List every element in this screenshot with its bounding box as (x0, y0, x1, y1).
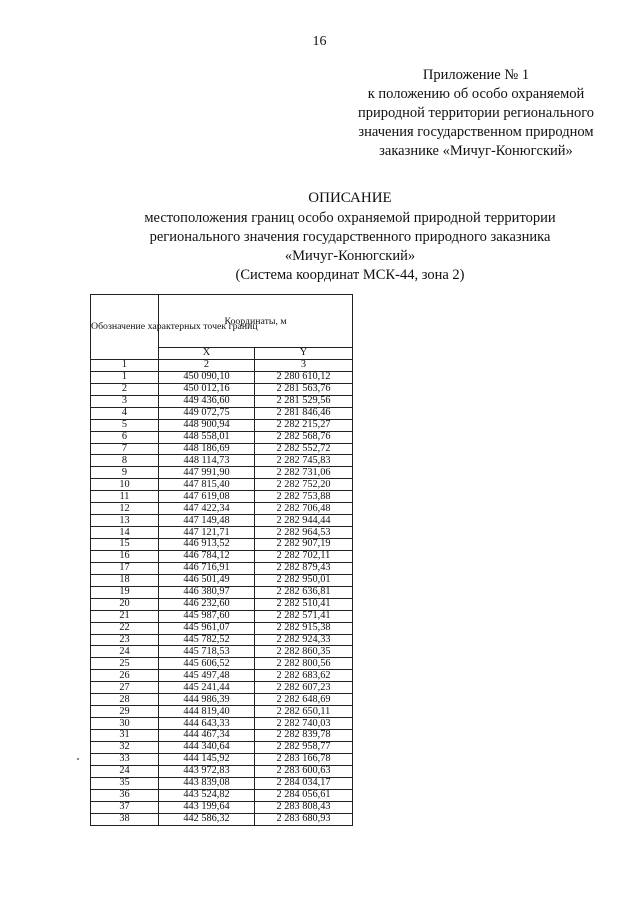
x-coordinate-cell: 445 782,52 (159, 634, 255, 646)
y-coordinate-cell: 2 282 879,43 (255, 562, 353, 574)
table-row (91, 741, 353, 753)
x-coordinate-cell: 445 606,52 (159, 658, 255, 670)
point-number-cell: 13 (91, 515, 159, 527)
header-y: Y (255, 348, 353, 360)
table-row (91, 670, 353, 682)
table-row (91, 467, 353, 479)
x-coordinate-cell: 450 090,10 (159, 371, 255, 383)
y-coordinate-cell: 2 282 568,76 (255, 431, 353, 443)
y-coordinate-cell: 2 282 510,41 (255, 598, 353, 610)
table-row (91, 515, 353, 527)
y-coordinate-cell: 2 282 753,88 (255, 491, 353, 503)
y-coordinate-cell: 2 282 571,41 (255, 610, 353, 622)
point-number-cell: 31 (91, 730, 159, 742)
table-row (91, 574, 353, 586)
y-coordinate-cell: 2 282 636,81 (255, 586, 353, 598)
y-coordinate-cell: 2 282 944,44 (255, 515, 353, 527)
point-number-cell: 16 (91, 550, 159, 562)
x-coordinate-cell: 445 961,07 (159, 622, 255, 634)
table-row (91, 646, 353, 658)
x-coordinate-cell: 444 986,39 (159, 694, 255, 706)
table-row (91, 371, 353, 383)
x-coordinate-cell: 446 716,91 (159, 562, 255, 574)
description-line: (Система координат МСК-44, зона 2) (235, 267, 465, 283)
table-row (91, 419, 353, 431)
x-coordinate-cell: 445 497,48 (159, 670, 255, 682)
x-coordinate-cell: 445 987,60 (159, 610, 255, 622)
y-coordinate-cell: 2 282 958,77 (255, 741, 353, 753)
page-number: 16 (312, 34, 327, 49)
x-coordinate-cell: 446 913,52 (159, 539, 255, 551)
y-coordinate-cell: 2 284 034,17 (255, 777, 353, 789)
table-row (91, 706, 353, 718)
table-row (91, 682, 353, 694)
point-number-cell: 32 (91, 741, 159, 753)
table-body (91, 371, 353, 825)
point-number-cell: 37 (91, 801, 159, 813)
table-row (91, 753, 353, 765)
y-coordinate-cell: 2 281 563,76 (255, 383, 353, 395)
point-number-cell: 25 (91, 658, 159, 670)
table-row (91, 407, 353, 419)
description-line: регионального значения государственного природного заказника (149, 229, 551, 245)
point-number-cell: 26 (91, 670, 159, 682)
point-number-cell: 6 (91, 431, 159, 443)
table-row (91, 539, 353, 551)
column-number: 1 (91, 359, 159, 371)
y-coordinate-cell: 2 283 600,63 (255, 765, 353, 777)
table-row (91, 789, 353, 801)
point-number-cell: 9 (91, 467, 159, 479)
point-number-cell: 23 (91, 634, 159, 646)
x-coordinate-cell: 444 819,40 (159, 706, 255, 718)
y-coordinate-cell: 2 282 215,27 (255, 419, 353, 431)
x-coordinate-cell: 447 422,34 (159, 503, 255, 515)
coordinates-table (90, 294, 353, 826)
point-number-cell: 28 (91, 694, 159, 706)
point-number-cell: 17 (91, 562, 159, 574)
y-coordinate-cell: 2 280 610,12 (255, 371, 353, 383)
point-number-cell: 3 (91, 395, 159, 407)
x-coordinate-cell: 447 619,08 (159, 491, 255, 503)
point-number-cell: 12 (91, 503, 159, 515)
description-line: местоположения границ особо охраняемой природной территории (144, 210, 556, 226)
point-number-cell: 35 (91, 777, 159, 789)
x-coordinate-cell: 444 467,34 (159, 730, 255, 742)
point-number-cell: 7 (91, 443, 159, 455)
point-number-cell: 19 (91, 586, 159, 598)
point-number-cell: 20 (91, 598, 159, 610)
y-coordinate-cell: 2 283 680,93 (255, 813, 353, 825)
y-coordinate-cell: 2 282 907,19 (255, 539, 353, 551)
point-number-cell: 21 (91, 610, 159, 622)
x-coordinate-cell: 449 072,75 (159, 407, 255, 419)
y-coordinate-cell: 2 283 166,78 (255, 753, 353, 765)
point-number-cell: 27 (91, 682, 159, 694)
point-number-cell: 5 (91, 419, 159, 431)
table-row (91, 491, 353, 503)
point-number-cell: 33 (91, 753, 159, 765)
appendix-line: заказнике «Мичуг-Конюгский» (379, 143, 573, 159)
point-number-cell: 18 (91, 574, 159, 586)
point-number-cell: 24 (91, 765, 159, 777)
table-row (91, 503, 353, 515)
description-heading: ОПИСАНИЕ (308, 190, 392, 206)
appendix-title: Приложение № 1 (422, 67, 530, 83)
table-row (91, 586, 353, 598)
point-number-cell: 30 (91, 718, 159, 730)
header-coordinates: Координаты, м (159, 295, 353, 348)
table-row (91, 813, 353, 825)
table-row (91, 431, 353, 443)
x-coordinate-cell: 443 199,64 (159, 801, 255, 813)
y-coordinate-cell: 2 282 915,38 (255, 622, 353, 634)
y-coordinate-cell: 2 282 839,78 (255, 730, 353, 742)
table-row (91, 765, 353, 777)
y-coordinate-cell: 2 282 950,01 (255, 574, 353, 586)
header-points: Обозначение характерных точек границ (91, 295, 159, 360)
column-number: 3 (255, 359, 353, 371)
point-number-cell: 24 (91, 646, 159, 658)
table-row (91, 658, 353, 670)
x-coordinate-cell: 447 121,71 (159, 527, 255, 539)
y-coordinate-cell: 2 282 745,83 (255, 455, 353, 467)
table-row (91, 395, 353, 407)
x-coordinate-cell: 448 114,73 (159, 455, 255, 467)
y-coordinate-cell: 2 282 800,56 (255, 658, 353, 670)
x-coordinate-cell: 446 380,97 (159, 586, 255, 598)
table-row (91, 718, 353, 730)
y-coordinate-cell: 2 282 683,62 (255, 670, 353, 682)
x-coordinate-cell: 447 815,40 (159, 479, 255, 491)
y-coordinate-cell: 2 282 740,03 (255, 718, 353, 730)
x-coordinate-cell: 443 839,08 (159, 777, 255, 789)
point-number-cell: 14 (91, 527, 159, 539)
y-coordinate-cell: 2 282 924,33 (255, 634, 353, 646)
y-coordinate-cell: 2 282 731,06 (255, 467, 353, 479)
scan-speck (77, 758, 79, 760)
appendix-line: значения государственном природном (358, 124, 594, 140)
y-coordinate-cell: 2 282 607,23 (255, 682, 353, 694)
point-number-cell: 8 (91, 455, 159, 467)
y-coordinate-cell: 2 282 964,53 (255, 527, 353, 539)
x-coordinate-cell: 447 991,90 (159, 467, 255, 479)
x-coordinate-cell: 442 586,32 (159, 813, 255, 825)
point-number-cell: 1 (91, 371, 159, 383)
header-x: X (159, 348, 255, 360)
x-coordinate-cell: 446 232,60 (159, 598, 255, 610)
y-coordinate-cell: 2 283 808,43 (255, 801, 353, 813)
point-number-cell: 2 (91, 383, 159, 395)
table-row (91, 455, 353, 467)
point-number-cell: 29 (91, 706, 159, 718)
appendix-line: природной территории регионального (357, 105, 595, 121)
x-coordinate-cell: 444 643,33 (159, 718, 255, 730)
appendix-header (340, 66, 612, 161)
y-coordinate-cell: 2 284 056,61 (255, 789, 353, 801)
y-coordinate-cell: 2 282 706,48 (255, 503, 353, 515)
y-coordinate-cell: 2 281 529,56 (255, 395, 353, 407)
column-number: 2 (159, 359, 255, 371)
x-coordinate-cell: 446 501,49 (159, 574, 255, 586)
table-row (91, 801, 353, 813)
table-row (91, 610, 353, 622)
y-coordinate-cell: 2 282 752,20 (255, 479, 353, 491)
table-row (91, 562, 353, 574)
table-row (91, 479, 353, 491)
x-coordinate-cell: 443 524,82 (159, 789, 255, 801)
y-coordinate-cell: 2 282 702,11 (255, 550, 353, 562)
y-coordinate-cell: 2 282 860,35 (255, 646, 353, 658)
table-row (91, 730, 353, 742)
x-coordinate-cell: 448 900,94 (159, 419, 255, 431)
x-coordinate-cell: 446 784,12 (159, 550, 255, 562)
description-block (60, 189, 639, 285)
appendix-line: к положению об особо охраняемой (367, 86, 585, 102)
point-number-cell: 38 (91, 813, 159, 825)
x-coordinate-cell: 447 149,48 (159, 515, 255, 527)
x-coordinate-cell: 449 436,60 (159, 395, 255, 407)
description-line: «Мичуг-Конюгский» (284, 248, 416, 264)
table-row (91, 443, 353, 455)
point-number-cell: 22 (91, 622, 159, 634)
point-number-cell: 15 (91, 539, 159, 551)
table-row (91, 694, 353, 706)
x-coordinate-cell: 448 558,01 (159, 431, 255, 443)
x-coordinate-cell: 448 186,69 (159, 443, 255, 455)
table-row (91, 550, 353, 562)
x-coordinate-cell: 445 718,53 (159, 646, 255, 658)
y-coordinate-cell: 2 282 552,72 (255, 443, 353, 455)
table-row (91, 777, 353, 789)
y-coordinate-cell: 2 281 846,46 (255, 407, 353, 419)
point-number-cell: 10 (91, 479, 159, 491)
x-coordinate-cell: 444 340,64 (159, 741, 255, 753)
x-coordinate-cell: 445 241,44 (159, 682, 255, 694)
x-coordinate-cell: 443 972,83 (159, 765, 255, 777)
table-row (91, 634, 353, 646)
x-coordinate-cell: 450 012,16 (159, 383, 255, 395)
point-number-cell: 4 (91, 407, 159, 419)
x-coordinate-cell: 444 145,92 (159, 753, 255, 765)
point-number-cell: 36 (91, 789, 159, 801)
table-row (91, 622, 353, 634)
table-row (91, 598, 353, 610)
point-number-cell: 11 (91, 491, 159, 503)
y-coordinate-cell: 2 282 650,11 (255, 706, 353, 718)
table-row (91, 383, 353, 395)
table-row (91, 527, 353, 539)
y-coordinate-cell: 2 282 648,69 (255, 694, 353, 706)
